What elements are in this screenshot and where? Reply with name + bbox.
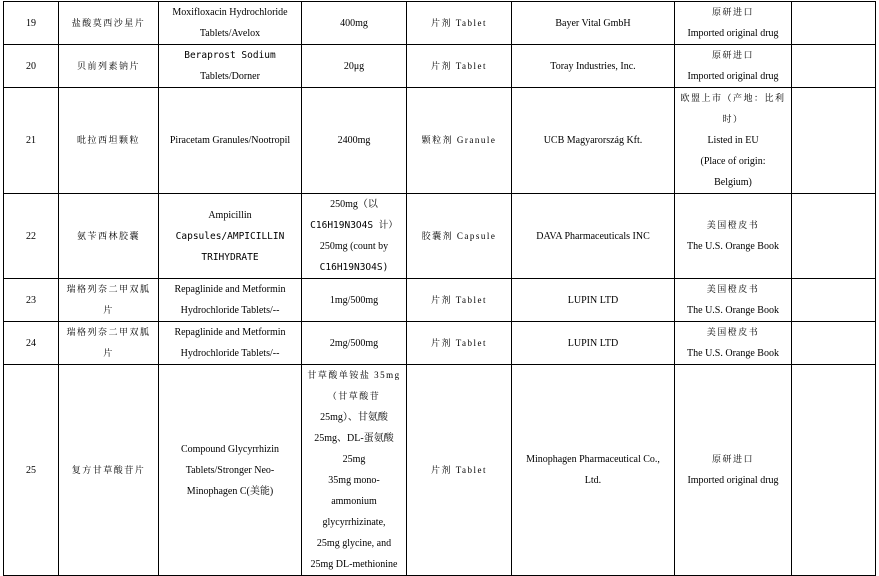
row-number: 25 xyxy=(4,365,59,576)
category-line: 时） xyxy=(722,114,744,124)
dosage-form: 片剂 Tablet xyxy=(407,365,512,576)
empty-cell xyxy=(792,279,876,322)
row-number: 22 xyxy=(4,194,59,279)
category xyxy=(675,322,792,365)
drug-name-chinese: 贝前列素钠片 xyxy=(59,45,159,88)
spec-line: ammonium xyxy=(331,496,377,507)
company-line: Ltd. xyxy=(584,475,602,486)
spec-line: 20μg xyxy=(343,60,365,72)
dosage-form: 片剂 Tablet xyxy=(407,45,512,88)
table-row xyxy=(4,88,876,194)
category-line: Imported original drug xyxy=(687,28,779,39)
name-en-line: Ampicillin xyxy=(208,209,252,221)
specification xyxy=(302,365,407,576)
spec-line: 25mg DL-methionine xyxy=(310,559,398,570)
company-line: UCB Magyarország Kft. xyxy=(543,135,643,146)
category xyxy=(675,365,792,576)
spec-line: （甘草酸苷 xyxy=(327,391,381,401)
drug-name-chinese: 瑞格列奈二甲双胍片 xyxy=(59,322,159,365)
row-number: 20 xyxy=(4,45,59,88)
category-line: 原研进口 xyxy=(711,50,754,60)
name-en-line: Beraprost Sodium xyxy=(184,50,276,61)
table-row xyxy=(4,2,876,45)
category xyxy=(675,2,792,45)
drug-name-chinese: 氨苄西林胶囊 xyxy=(59,194,159,279)
specification xyxy=(302,45,407,88)
name-en-line: Piracetam Granules/Nootropil xyxy=(169,135,291,146)
table-row xyxy=(4,194,876,279)
spec-line: C16H19N3O4S 计） xyxy=(310,220,398,231)
empty-cell xyxy=(792,88,876,194)
name-en-line: Hydrochloride Tablets/-- xyxy=(180,305,280,316)
spec-line: 400mg xyxy=(340,17,368,29)
drug-name-english xyxy=(159,194,302,279)
name-en-line: Moxifloxacin Hydrochloride xyxy=(172,7,288,18)
table-row xyxy=(4,322,876,365)
category xyxy=(675,88,792,194)
category-line: The U.S. Orange Book xyxy=(687,305,779,316)
specification xyxy=(302,322,407,365)
drug-name-english xyxy=(159,2,302,45)
company-line: Minophagen Pharmaceutical Co., xyxy=(526,454,660,465)
dosage-form: 片剂 Tablet xyxy=(407,2,512,45)
drug-name-english xyxy=(159,322,302,365)
drug-name-english xyxy=(159,88,302,194)
spec-line: 25mg、DL-蛋氨酸 xyxy=(314,433,394,444)
category-line: Listed in EU xyxy=(707,135,759,146)
row-number: 23 xyxy=(4,279,59,322)
dosage-form: 片剂 Tablet xyxy=(407,279,512,322)
row-number: 21 xyxy=(4,88,59,194)
company-line: Toray Industries, Inc. xyxy=(550,60,636,72)
category-line: 美国橙皮书 xyxy=(706,327,760,337)
row-number: 24 xyxy=(4,322,59,365)
empty-cell xyxy=(792,2,876,45)
drug-name-english xyxy=(159,279,302,322)
spec-line: 甘草酸单铵盐 35mg xyxy=(307,370,401,380)
category-line: 美国橙皮书 xyxy=(706,220,760,230)
spec-line: 25mg glycine, and xyxy=(316,538,392,549)
category-line: Imported original drug xyxy=(687,475,779,486)
dosage-form: 片剂 Tablet xyxy=(407,322,512,365)
name-en-line: Repaglinide and Metformin xyxy=(174,284,286,295)
company xyxy=(512,365,675,576)
drug-name-chinese: 吡拉西坦颗粒 xyxy=(59,88,159,194)
drug-name-english xyxy=(159,365,302,576)
company xyxy=(512,45,675,88)
category-line: Belgium) xyxy=(714,177,752,188)
category-line: The U.S. Orange Book xyxy=(687,348,779,359)
spec-line: 2mg/500mg xyxy=(329,337,379,349)
category-line: The U.S. Orange Book xyxy=(687,241,779,252)
drug-list-table xyxy=(3,1,876,576)
company xyxy=(512,322,675,365)
specification xyxy=(302,2,407,45)
name-en-line: Minophagen C(美能) xyxy=(186,485,274,497)
category-line: 原研进口 xyxy=(711,454,754,464)
name-en-line: Tablets/Avelox xyxy=(199,28,261,39)
category-line: Imported original drug xyxy=(687,71,779,82)
row-number: 19 xyxy=(4,2,59,45)
name-en-line: TRIHYDRATE xyxy=(201,251,259,263)
table-row xyxy=(4,365,876,576)
dosage-form: 胶囊剂 Capsule xyxy=(407,194,512,279)
empty-cell xyxy=(792,45,876,88)
spec-line: glycyrrhizinate, xyxy=(322,517,386,528)
company-line: LUPIN LTD xyxy=(567,337,619,349)
spec-line: 35mg mono- xyxy=(328,475,380,486)
company-line: LUPIN LTD xyxy=(567,294,619,306)
drug-name-chinese: 盐酸莫西沙星片 xyxy=(59,2,159,45)
company xyxy=(512,194,675,279)
spec-line: C16H19N3O4S) xyxy=(319,262,389,273)
spec-line: 2400mg xyxy=(337,135,371,146)
spec-line: 25mg）、甘氨酸 xyxy=(320,412,388,423)
category xyxy=(675,45,792,88)
category xyxy=(675,194,792,279)
empty-cell xyxy=(792,322,876,365)
spec-line: 25mg xyxy=(342,454,366,465)
dosage-form: 颗粒剂 Granule xyxy=(407,88,512,194)
name-en-line: Hydrochloride Tablets/-- xyxy=(180,348,280,359)
company-line: Bayer Vital GmbH xyxy=(555,17,631,29)
category xyxy=(675,279,792,322)
name-en-line: Tablets/Stronger Neo- xyxy=(185,464,275,476)
company xyxy=(512,279,675,322)
name-en-line: Repaglinide and Metformin xyxy=(174,327,286,338)
drug-name-english xyxy=(159,45,302,88)
specification xyxy=(302,88,407,194)
spec-line: 1mg/500mg xyxy=(329,294,379,306)
drug-name-chinese: 复方甘草酸苷片 xyxy=(59,365,159,576)
company xyxy=(512,2,675,45)
empty-cell xyxy=(792,365,876,576)
name-en-line: Tablets/Dorner xyxy=(200,71,260,82)
company xyxy=(512,88,675,194)
name-en-line: Capsules/AMPICILLIN xyxy=(175,230,285,242)
category-line: 美国橙皮书 xyxy=(706,284,760,294)
spec-line: 250mg (count by xyxy=(319,241,389,252)
table-body xyxy=(4,2,876,576)
specification xyxy=(302,194,407,279)
category-line: 欧盟上市（产地：比利 xyxy=(680,93,786,103)
drug-name-chinese: 瑞格列奈二甲双胍片 xyxy=(59,279,159,322)
table-row xyxy=(4,45,876,88)
specification xyxy=(302,279,407,322)
spec-line: 250mg（以 xyxy=(330,199,378,210)
company-line: DAVA Pharmaceuticals INC xyxy=(536,230,650,242)
name-en-line: Compound Glycyrrhizin xyxy=(180,443,280,455)
category-line: 原研进口 xyxy=(711,7,754,17)
empty-cell xyxy=(792,194,876,279)
table-row xyxy=(4,279,876,322)
category-line: (Place of origin: xyxy=(700,156,766,167)
